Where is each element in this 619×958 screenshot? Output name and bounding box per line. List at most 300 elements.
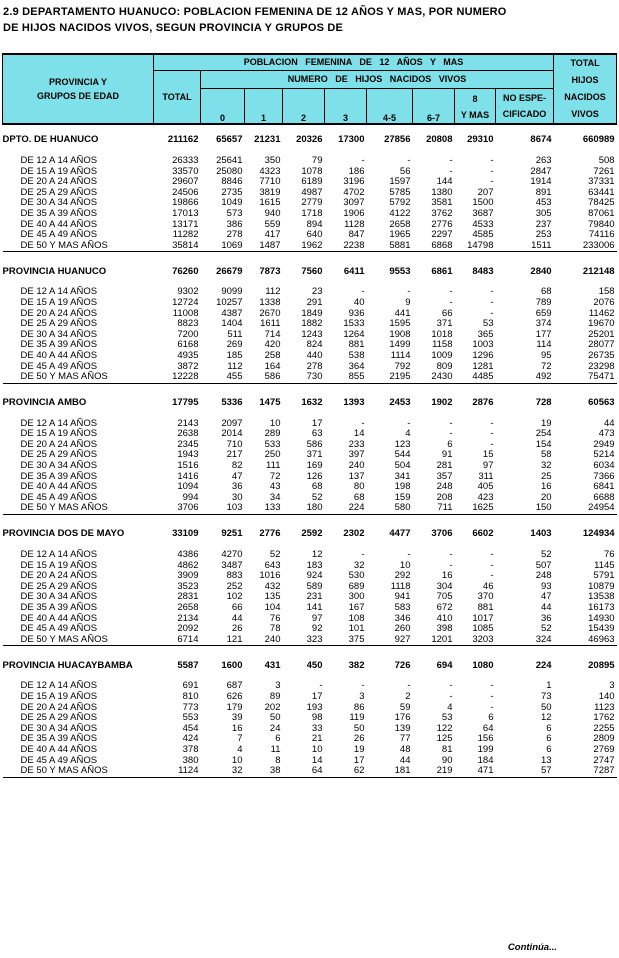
age-group-label: DE 45 A 49 AÑOS: [20, 491, 98, 503]
age-group-label: DE 25 A 29 AÑOS: [20, 449, 98, 461]
value-cell: 4585: [472, 229, 494, 241]
value-cell: 66: [441, 307, 453, 319]
value-cell: -: [407, 680, 411, 692]
age-group-label: DE 35 A 39 AÑOS: [20, 207, 98, 219]
value-cell: 2255: [593, 722, 615, 734]
age-group-label: DE 20 A 24 AÑOS: [20, 307, 98, 319]
value-cell: 25201: [588, 328, 615, 340]
value-cell: 1264: [343, 328, 365, 340]
group-total-cell: 1393: [343, 396, 365, 408]
value-cell: 1416: [177, 470, 199, 482]
value-cell: -: [361, 286, 365, 298]
group-total-cell: 382: [348, 659, 365, 671]
value-cell: 1404: [221, 318, 243, 330]
value-cell: 6: [546, 722, 552, 734]
value-cell: 53: [441, 712, 453, 724]
value-cell: 26735: [588, 349, 615, 361]
group-total-cell: 2302: [343, 528, 365, 540]
value-cell: 66: [231, 602, 243, 613]
value-cell: 32: [353, 559, 365, 571]
value-cell: 3: [359, 690, 365, 702]
value-cell: 2847: [530, 165, 552, 177]
group-total-cell: 2592: [301, 528, 323, 540]
age-group-label: DE 50 Y MAS AÑOS: [20, 502, 108, 514]
value-cell: 492: [535, 371, 552, 383]
value-cell: 289: [264, 428, 281, 440]
value-cell: -: [449, 549, 453, 561]
age-group-label: DE 25 A 29 AÑOS: [20, 712, 98, 724]
value-cell: 1908: [389, 328, 411, 340]
group-row: [3, 134, 617, 147]
value-cell: 56: [399, 165, 411, 177]
value-cell: 15439: [588, 623, 615, 635]
value-cell: 1962: [301, 239, 323, 251]
value-cell: 184: [477, 754, 494, 766]
table-row: [3, 209, 617, 220]
separator-line: [3, 777, 617, 782]
age-group-label: DE 25 A 29 AÑOS: [20, 580, 98, 592]
value-cell: 3819: [259, 186, 281, 198]
value-cell: 208: [436, 491, 453, 503]
value-cell: 2097: [221, 417, 243, 429]
age-group-label: DE 40 A 44 AÑOS: [20, 349, 98, 361]
value-cell: 253: [535, 229, 552, 241]
group-total-cell: 1632: [301, 396, 323, 408]
value-cell: 3487: [221, 559, 243, 571]
value-cell: 37331: [588, 176, 615, 188]
value-cell: 29607: [172, 176, 199, 188]
value-cell: 1611: [260, 318, 281, 330]
value-cell: 1499: [389, 339, 411, 351]
age-group-label: DE 12 A 14 AÑOS: [20, 155, 98, 166]
header-col-no-especificado: NO ESPE- CIFICADO: [496, 88, 554, 124]
spacer-row: [3, 256, 617, 265]
value-cell: 104: [264, 602, 281, 613]
group-total-cell: 450: [306, 659, 323, 671]
header-col-8-mas: 8 Y MAS: [455, 88, 496, 124]
group-row: [3, 397, 617, 410]
value-cell: 2014: [221, 428, 243, 440]
value-cell: 7261: [593, 165, 615, 177]
value-cell: 432: [264, 580, 281, 592]
value-cell: 2735: [221, 186, 243, 198]
value-cell: 417: [264, 229, 281, 241]
group-total-cell: 1475: [259, 396, 281, 408]
value-cell: 198: [394, 481, 411, 493]
age-group-label: DE 35 A 39 AÑOS: [20, 733, 98, 745]
value-cell: 125: [436, 733, 453, 745]
value-cell: -: [449, 155, 453, 166]
value-cell: 810: [182, 690, 199, 702]
value-cell: 9099: [221, 286, 243, 298]
value-cell: 689: [348, 580, 365, 592]
value-cell: 410: [436, 612, 453, 624]
value-cell: 53: [482, 318, 494, 330]
value-cell: 424: [182, 733, 199, 745]
value-cell: 97: [311, 612, 323, 624]
value-cell: 1882: [301, 318, 323, 330]
value-cell: 164: [264, 360, 281, 372]
value-cell: 370: [477, 591, 494, 603]
value-cell: 269: [226, 339, 243, 351]
header-total: TOTAL: [154, 70, 201, 124]
value-cell: 15: [482, 449, 494, 461]
value-cell: 17: [311, 417, 323, 429]
value-cell: 13: [540, 754, 552, 766]
value-cell: 79840: [588, 218, 615, 230]
table-row: [3, 372, 617, 383]
value-cell: 2658: [389, 218, 411, 230]
value-cell: 371: [436, 318, 453, 330]
group-row: [3, 659, 617, 672]
value-cell: 2769: [593, 743, 615, 755]
value-cell: 1118: [390, 580, 411, 592]
group-total-cell: 5587: [177, 659, 199, 671]
header-col-2: 2: [283, 88, 325, 124]
value-cell: 202: [264, 701, 281, 713]
value-cell: 2430: [431, 371, 453, 383]
value-cell: 6: [275, 733, 281, 745]
value-cell: 30: [231, 491, 243, 503]
group-total-cell: 6411: [343, 265, 365, 277]
value-cell: 252: [226, 580, 243, 592]
value-cell: -: [449, 680, 453, 692]
value-cell: 78: [269, 623, 281, 635]
value-cell: -: [449, 428, 453, 440]
group-name: DPTO. DE HUANUCO: [2, 134, 99, 146]
spacer-cell: [3, 388, 617, 397]
value-cell: 14: [353, 428, 365, 440]
value-cell: 64: [482, 722, 494, 734]
value-cell: 883: [226, 570, 243, 582]
value-cell: 8846: [221, 176, 243, 188]
value-cell: 2949: [593, 438, 615, 450]
value-cell: -: [407, 549, 411, 561]
value-cell: 2809: [593, 733, 615, 745]
value-cell: 1124: [178, 765, 199, 777]
value-cell: 19866: [172, 197, 199, 209]
value-cell: 183: [306, 559, 323, 571]
value-cell: 2076: [593, 296, 615, 308]
value-cell: 4: [405, 428, 411, 440]
value-cell: -: [490, 176, 494, 188]
value-cell: 3: [275, 680, 281, 692]
value-cell: 139: [394, 722, 411, 734]
value-cell: 4: [237, 743, 243, 755]
value-cell: 32: [231, 765, 243, 777]
group-total-cell: 2840: [530, 265, 552, 277]
value-cell: -: [361, 549, 365, 561]
value-cell: -: [407, 417, 411, 429]
value-cell: 341: [394, 470, 411, 482]
header-total-hijos: TOTAL HIJOS NACIDOS VIVOS: [554, 54, 617, 124]
value-cell: 687: [226, 680, 243, 692]
value-cell: 1511: [531, 239, 552, 251]
value-cell: 121: [226, 633, 243, 645]
value-cell: 23: [311, 286, 323, 298]
value-cell: 140: [598, 690, 615, 702]
value-cell: 397: [348, 449, 365, 461]
value-cell: 19670: [588, 318, 615, 330]
value-cell: 263: [535, 155, 552, 166]
value-cell: -: [361, 417, 365, 429]
value-cell: 181: [394, 765, 411, 777]
value-cell: 52: [540, 623, 552, 635]
group-total-cell: 2453: [389, 396, 411, 408]
value-cell: 38: [269, 765, 281, 777]
value-cell: 1849: [301, 307, 323, 319]
value-cell: 11462: [588, 307, 615, 319]
age-group-label: DE 20 A 24 AÑOS: [20, 701, 98, 713]
age-group-label: DE 45 A 49 AÑOS: [20, 229, 98, 241]
value-cell: 936: [348, 307, 365, 319]
value-cell: 10: [311, 743, 323, 755]
value-cell: 6: [546, 733, 552, 745]
age-group-label: DE 30 A 34 AÑOS: [20, 722, 98, 734]
age-group-label: DE 20 A 24 AÑOS: [20, 438, 98, 450]
value-cell: 2143: [177, 417, 199, 429]
value-cell: 730: [306, 371, 323, 383]
value-cell: 1003: [472, 339, 494, 351]
value-cell: 4987: [301, 186, 323, 198]
value-cell: 24954: [588, 502, 615, 514]
value-cell: 26: [353, 733, 365, 745]
value-cell: 95: [540, 349, 552, 361]
value-cell: 2670: [259, 307, 281, 319]
table-row: [3, 745, 617, 756]
value-cell: -: [490, 549, 494, 561]
group-total-cell: 27856: [384, 134, 411, 146]
value-cell: 6168: [177, 339, 199, 351]
value-cell: 6189: [301, 176, 323, 188]
value-cell: 3523: [177, 580, 199, 592]
group-total-cell: 431: [264, 659, 281, 671]
value-cell: 473: [598, 428, 615, 440]
value-cell: 52: [269, 549, 281, 561]
value-cell: 44: [399, 754, 411, 766]
value-cell: -: [490, 438, 494, 450]
value-cell: 11008: [172, 307, 199, 319]
value-cell: 72: [540, 360, 552, 372]
value-cell: 97: [482, 460, 494, 472]
value-cell: 7200: [177, 328, 199, 340]
age-group-label: DE 12 A 14 AÑOS: [20, 417, 98, 429]
header-col-1: 1: [245, 88, 283, 124]
value-cell: 4533: [472, 218, 494, 230]
group-total-cell: 5336: [221, 396, 243, 408]
value-cell: 2776: [431, 218, 453, 230]
value-cell: 126: [306, 470, 323, 482]
value-cell: 580: [394, 502, 411, 514]
value-cell: 24: [269, 722, 281, 734]
group-total-cell: 726: [394, 659, 411, 671]
value-cell: -: [449, 165, 453, 177]
value-cell: 365: [477, 328, 494, 340]
value-cell: -: [490, 680, 494, 692]
group-total-cell: 17300: [338, 134, 365, 146]
value-cell: 346: [394, 612, 411, 624]
value-cell: -: [407, 155, 411, 166]
value-cell: 24506: [172, 186, 199, 198]
value-cell: 278: [226, 229, 243, 241]
value-cell: 1380: [431, 186, 453, 198]
value-cell: 573: [226, 207, 243, 219]
value-cell: 809: [436, 360, 453, 372]
value-cell: 2831: [177, 591, 199, 603]
value-cell: 3097: [343, 197, 365, 209]
value-cell: 323: [306, 633, 323, 645]
value-cell: 50: [269, 712, 281, 724]
value-cell: 586: [306, 438, 323, 450]
value-cell: 1017: [472, 612, 494, 624]
age-group-label: DE 45 A 49 AÑOS: [20, 754, 98, 766]
value-cell: 2195: [389, 371, 411, 383]
spacer-row: [3, 124, 617, 134]
value-cell: -: [449, 286, 453, 298]
value-cell: 186: [348, 165, 365, 177]
value-cell: 1516: [177, 460, 199, 472]
age-group-label: DE 25 A 29 AÑOS: [20, 186, 98, 198]
value-cell: 773: [182, 701, 199, 713]
value-cell: 3909: [177, 570, 199, 582]
value-cell: 891: [535, 186, 552, 198]
value-cell: 1296: [472, 349, 494, 361]
value-cell: 11: [270, 743, 281, 755]
value-cell: 144: [436, 176, 453, 188]
value-cell: 75471: [588, 371, 615, 383]
value-cell: 26: [231, 623, 243, 635]
group-total-cell: 660989: [582, 134, 615, 146]
spacer-cell: [3, 256, 617, 265]
group-total-cell: 26679: [216, 265, 243, 277]
value-cell: 112: [265, 286, 281, 298]
value-cell: 46: [482, 580, 494, 592]
value-cell: 39: [231, 712, 243, 724]
value-cell: 9302: [177, 286, 199, 298]
value-cell: 248: [436, 481, 453, 493]
value-cell: 154: [535, 438, 552, 450]
age-group-label: DE 15 A 19 AÑOS: [20, 165, 98, 177]
value-cell: 2134: [177, 612, 199, 624]
value-cell: -: [490, 155, 494, 166]
group-total-cell: 21231: [254, 134, 281, 146]
value-cell: 68: [353, 491, 365, 503]
group-total-cell: 6861: [431, 265, 453, 277]
value-cell: 86: [353, 701, 365, 713]
value-cell: 57: [540, 765, 552, 777]
value-cell: 1943: [177, 449, 199, 461]
group-total-cell: 224: [535, 659, 552, 671]
value-cell: 1718: [301, 207, 323, 219]
value-cell: 240: [264, 633, 281, 645]
value-cell: 2658: [177, 602, 199, 613]
value-cell: 455: [226, 371, 243, 383]
age-group-label: DE 25 A 29 AÑOS: [20, 318, 98, 330]
value-cell: 43: [269, 481, 281, 493]
value-cell: 40: [353, 296, 365, 308]
value-cell: 1: [546, 680, 552, 692]
group-name: PROVINCIA HUANUCO: [2, 265, 107, 277]
value-cell: 6714: [177, 633, 199, 645]
group-total-cell: 211162: [167, 134, 199, 146]
value-cell: 1243: [301, 328, 323, 340]
value-cell: 137: [348, 470, 365, 482]
value-cell: 219: [436, 765, 453, 777]
age-group-label: DE 12 A 14 AÑOS: [20, 680, 98, 692]
age-group-label: DE 15 A 19 AÑOS: [20, 428, 98, 440]
value-cell: 68: [311, 481, 323, 493]
value-cell: 1597: [389, 176, 411, 188]
value-cell: 12228: [172, 371, 199, 383]
age-group-label: DE 40 A 44 AÑOS: [20, 612, 98, 624]
value-cell: 2238: [343, 239, 365, 251]
value-cell: 13538: [588, 591, 615, 603]
continua-note: Continúa...: [507, 942, 557, 953]
value-cell: 371: [306, 449, 323, 461]
value-cell: 364: [348, 360, 365, 372]
value-cell: 471: [477, 765, 494, 777]
age-group-label: DE 30 A 34 AÑOS: [20, 197, 98, 209]
spacer-cell: [3, 519, 617, 528]
value-cell: 291: [306, 296, 323, 308]
age-group-label: DE 20 A 24 AÑOS: [20, 570, 98, 582]
table-row: [3, 298, 617, 309]
value-cell: 672: [436, 602, 453, 613]
table-row: [3, 156, 617, 167]
value-cell: 16: [441, 570, 453, 582]
group-total-cell: 8674: [530, 134, 552, 146]
group-total-cell: 1600: [221, 659, 243, 671]
value-cell: -: [407, 286, 411, 298]
value-cell: 589: [306, 580, 323, 592]
value-cell: -: [490, 690, 494, 702]
value-cell: 62: [353, 765, 365, 777]
value-cell: -: [361, 680, 365, 692]
value-cell: 78425: [588, 197, 615, 209]
header-poblacion: POBLACION FEMENINA DE 12 AÑOS Y MAS: [154, 54, 554, 70]
value-cell: 711: [437, 502, 453, 514]
value-cell: 1069: [221, 239, 243, 251]
value-cell: 5791: [593, 570, 615, 582]
value-cell: 4387: [221, 307, 243, 319]
value-cell: -: [490, 417, 494, 429]
value-cell: 68: [540, 286, 552, 298]
value-cell: 710: [226, 438, 243, 450]
value-cell: 224: [348, 502, 365, 514]
value-cell: 311: [478, 470, 494, 482]
value-cell: 260: [394, 623, 411, 635]
value-cell: 93: [540, 580, 552, 592]
value-cell: 25: [540, 470, 552, 482]
value-cell: 1914: [530, 176, 552, 188]
value-cell: 35814: [172, 239, 199, 251]
value-cell: 2779: [301, 197, 323, 209]
value-cell: 111: [266, 460, 281, 472]
age-group-label: DE 40 A 44 AÑOS: [20, 218, 98, 230]
value-cell: 1049: [221, 197, 243, 209]
value-cell: 63441: [588, 186, 615, 198]
value-cell: 6: [546, 743, 552, 755]
age-group-label: DE 45 A 49 AÑOS: [20, 623, 98, 635]
value-cell: 13171: [172, 218, 199, 230]
value-cell: 114: [536, 339, 552, 351]
value-cell: -: [490, 701, 494, 713]
value-cell: 2092: [177, 623, 199, 635]
value-cell: 586: [264, 371, 281, 383]
value-cell: 2: [405, 690, 411, 702]
value-cell: 50: [353, 722, 365, 734]
value-cell: -: [490, 286, 494, 298]
